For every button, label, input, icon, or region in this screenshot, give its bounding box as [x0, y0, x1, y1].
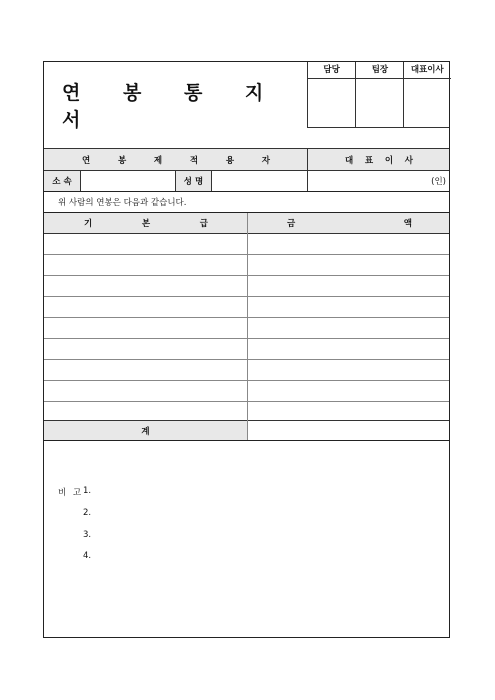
remarks-item-2: 2. [83, 508, 92, 518]
remarks-item-4: 4. [83, 551, 92, 561]
approval-header-staff: 담당 [308, 62, 355, 79]
remarks-item-3: 3. [83, 530, 92, 540]
approval-box [307, 62, 449, 128]
affiliation-field[interactable] [81, 171, 174, 191]
recipient-label: 연 봉 제 적 용 자 [82, 155, 270, 166]
approval-column-staff [308, 62, 355, 127]
approval-header-team-leader: 팀장 [356, 62, 403, 79]
total-label: 계 [44, 421, 247, 441]
remarks-section [44, 440, 449, 637]
name-label: 성 명 [176, 171, 211, 191]
table-row[interactable] [44, 234, 247, 420]
table-header-amount: 금 액 [287, 219, 412, 229]
total-amount-field[interactable] [248, 421, 449, 441]
salary-table [44, 212, 449, 440]
approval-header-ceo: 대표이사 [404, 62, 451, 79]
salary-notice-form [43, 61, 450, 638]
table-header-basic-salary: 기 본 급 [84, 219, 208, 229]
remarks-item-1: 1. [83, 486, 92, 496]
recipient-header-row [44, 148, 449, 170]
approval-column-team-leader [355, 62, 403, 127]
affiliation-row [44, 170, 449, 191]
notice-text: 위 사람의 연봉은 다음과 같습니다. [44, 191, 449, 212]
ceo-label: 대 표 이 사 [345, 155, 413, 166]
table-row[interactable] [248, 234, 449, 420]
remarks-label: 비 고 [58, 488, 84, 498]
document-title: 연 봉 통 지 서 [62, 82, 282, 131]
name-field[interactable] [212, 171, 307, 191]
seal-mark: (인) [431, 177, 446, 187]
affiliation-label: 소 속 [44, 171, 80, 191]
approval-column-ceo [403, 62, 451, 127]
